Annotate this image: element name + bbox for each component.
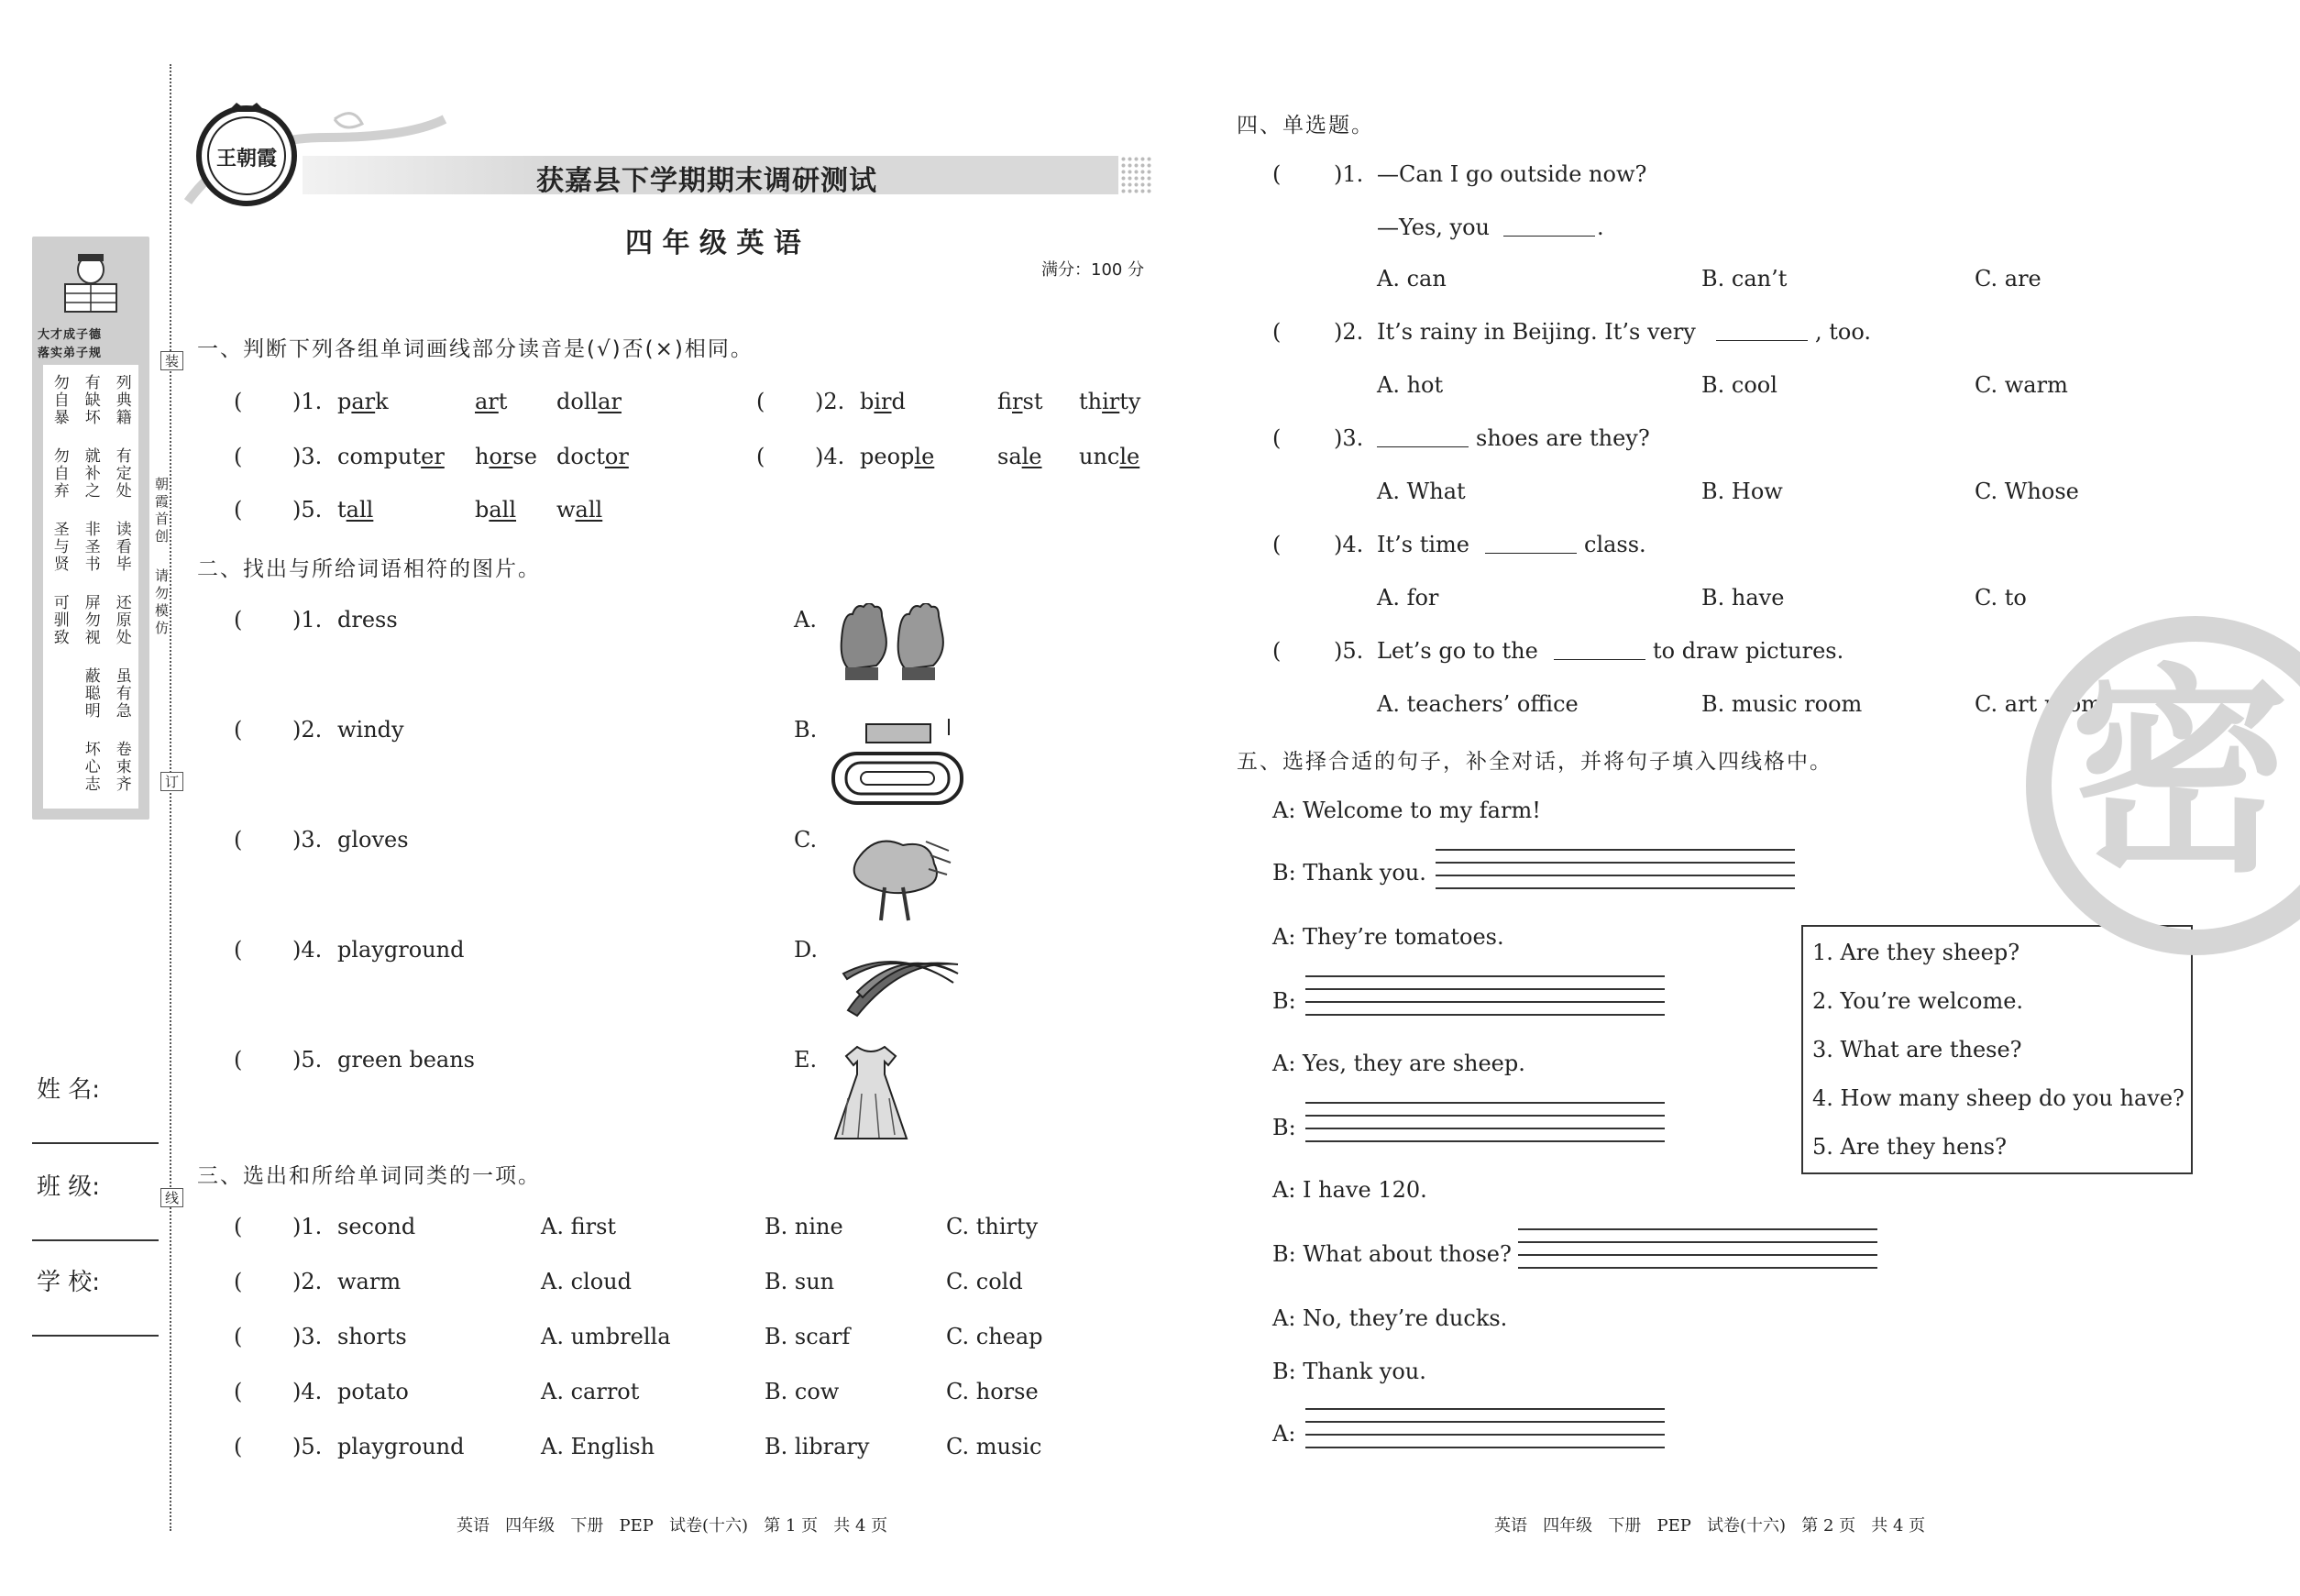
grid-line: [1305, 1421, 1665, 1423]
s1-word: ball: [475, 497, 517, 523]
s3-answer-paren[interactable]: (: [234, 1269, 243, 1294]
school-label: 学 校:: [37, 1269, 101, 1296]
class-field[interactable]: [32, 1239, 159, 1241]
copyright-2: 请勿模仿: [153, 568, 170, 638]
s4-question: It’s rainy in Beijing. It’s very: [1377, 319, 1696, 345]
s2-item-number: )3.: [292, 827, 323, 853]
s3-item-number: )3.: [292, 1324, 323, 1349]
gloves-picture-icon: [834, 603, 953, 691]
s4-option-a: A. can: [1377, 266, 1447, 292]
s2-item-text: windy: [337, 717, 404, 743]
s5-dialogue-line: B: What about those?: [1272, 1241, 1512, 1267]
s4-item-number: )3.: [1334, 425, 1364, 451]
motto-phrase: 还原处: [112, 594, 131, 646]
s4-question-end: , too.: [1815, 319, 1872, 345]
playground-picture-icon: [830, 717, 967, 814]
s4-option-a: A. hot: [1377, 372, 1444, 398]
grid-line: [1436, 875, 1795, 876]
grid-line: [1305, 975, 1665, 977]
motto-phrase: 就补之: [81, 447, 100, 500]
motto-phrase: 蔽聪明: [81, 667, 100, 720]
s3-option-c: C. music: [946, 1434, 1042, 1459]
underlined-letters: ar: [475, 389, 499, 414]
full-score: 满分：100 分: [1041, 260, 1145, 280]
grid-line: [1305, 1102, 1665, 1104]
underlined-letters: ar: [351, 389, 376, 414]
s2-item-number: )2.: [292, 717, 323, 743]
four-line-writing-grid[interactable]: [1436, 849, 1795, 900]
s2-answer-paren[interactable]: (: [234, 937, 243, 963]
s4-option-c: C. are: [1975, 266, 2041, 292]
s1-word: bird: [860, 389, 906, 414]
s4-question-line2-end: .: [1597, 215, 1604, 240]
s4-answer-paren[interactable]: (: [1272, 319, 1282, 345]
section4-heading: 四、单选题。: [1237, 114, 1374, 138]
underlined-letters: all: [489, 497, 517, 523]
motto-top-1: 大才成子德: [38, 328, 103, 342]
s4-answer-paren[interactable]: (: [1272, 161, 1282, 187]
s3-item-number: )5.: [292, 1434, 323, 1459]
s2-option-letter: E.: [794, 1047, 818, 1073]
s4-item-number: )5.: [1334, 638, 1364, 664]
motto-phrase: 读看毕: [112, 521, 131, 573]
page-subtitle: 四 年 级 英 语: [625, 227, 801, 259]
dress-picture-icon: [830, 1043, 912, 1150]
s1-answer-paren[interactable]: (: [234, 444, 243, 469]
footer-right: 英语 四年级 下册 PEP 试卷(十六) 第 2 页 共 4 页: [1494, 1516, 1926, 1535]
grid-line: [1305, 1128, 1665, 1129]
s1-item-number: )4.: [815, 444, 845, 469]
binding-mark-top: 装: [160, 351, 183, 370]
four-line-writing-grid[interactable]: [1305, 1408, 1665, 1459]
s4-answer-blank[interactable]: [1485, 532, 1577, 554]
s3-option-a: A. first: [541, 1214, 617, 1239]
s3-item-word: playground: [337, 1434, 465, 1459]
s5-option: 3. What are these?: [1812, 1037, 2022, 1062]
s1-item-number: )5.: [292, 497, 323, 523]
underlined-letters: ir: [1102, 389, 1120, 414]
s3-item-word: second: [337, 1214, 416, 1239]
s1-word: thirty: [1079, 389, 1141, 414]
s1-item-number: )3.: [292, 444, 323, 469]
s4-question-end: class.: [1584, 532, 1646, 557]
s4-answer-blank[interactable]: [1503, 215, 1595, 237]
s1-word: wall: [556, 497, 603, 523]
s4-question-end: to draw pictures.: [1653, 638, 1844, 664]
windy-tree-picture-icon: [839, 832, 958, 930]
s1-word: sale: [997, 444, 1042, 469]
motto-phrase: 勿自暴: [50, 374, 69, 426]
grid-line: [1436, 887, 1795, 889]
s3-option-c: C. cold: [946, 1269, 1023, 1294]
motto-phrase: 圣与贤: [50, 521, 69, 573]
s5-dialogue-line: A: I have 120.: [1272, 1177, 1427, 1203]
s4-option-c: C. to: [1975, 585, 2027, 611]
motto-box: [43, 365, 138, 809]
s3-option-a: A. cloud: [541, 1269, 632, 1294]
s3-option-a: A. English: [541, 1434, 655, 1459]
motto-phrase: 虽有急: [112, 667, 131, 720]
section1-heading: 一、判断下列各组单词画线部分读音是(√)否(×)相同。: [197, 337, 754, 361]
s3-answer-paren[interactable]: (: [234, 1379, 243, 1404]
motto-panel: [32, 237, 149, 820]
s1-answer-paren[interactable]: (: [756, 444, 765, 469]
underlined-letters: le: [1021, 444, 1042, 469]
s2-item-text: playground: [337, 937, 465, 963]
s2-answer-paren[interactable]: (: [234, 607, 243, 633]
s4-question: —Can I go outside now?: [1377, 161, 1647, 187]
four-line-writing-grid[interactable]: [1305, 1102, 1665, 1153]
s3-answer-paren[interactable]: (: [234, 1214, 243, 1239]
s3-option-b: B. scarf: [765, 1324, 851, 1349]
s4-option-b: B. music room: [1701, 691, 1863, 717]
s5-dialogue-line: B: Thank you.: [1272, 860, 1426, 886]
s4-option-a: A. for: [1377, 585, 1439, 611]
s2-option-letter: D.: [794, 937, 819, 963]
green-beans-picture-icon: [839, 937, 967, 1025]
s1-word: people: [860, 444, 935, 469]
motto-phrase: 列典籍: [112, 374, 131, 426]
s4-option-b: B. cool: [1701, 372, 1777, 398]
s5-dialogue-line: A: Yes, they are sheep.: [1272, 1051, 1525, 1076]
grid-line: [1305, 1115, 1665, 1117]
s2-item-text: dress: [337, 607, 398, 633]
grid-line: [1518, 1241, 1877, 1243]
underlined-letters: or: [489, 444, 513, 469]
s3-option-c: C. cheap: [946, 1324, 1043, 1349]
s2-item-number: )5.: [292, 1047, 323, 1073]
section3-heading: 三、选出和所给单词同类的一项。: [197, 1164, 541, 1188]
s1-word: uncle: [1079, 444, 1140, 469]
s4-option-c: C. art room: [1975, 691, 2102, 717]
four-line-writing-grid[interactable]: [1305, 975, 1665, 1027]
underlined-letters: le: [1119, 444, 1140, 469]
section5-heading: 五、选择合适的句子，补全对话，并将句子填入四线格中。: [1237, 750, 1832, 774]
s3-option-b: B. cow: [765, 1379, 840, 1404]
s2-option-letter: B.: [794, 717, 818, 743]
s3-option-a: A. carrot: [541, 1379, 640, 1404]
grid-line: [1305, 1140, 1665, 1142]
motto-phrase: 有定处: [112, 447, 131, 500]
section2-heading: 二、找出与所给词语相符的图片。: [197, 557, 541, 581]
underlined-letters: er: [421, 444, 445, 469]
s4-question-line2: —Yes, you: [1377, 215, 1490, 240]
s4-option-c: C. Whose: [1975, 479, 2079, 504]
underlined-letters: le: [914, 444, 935, 469]
s4-question: It’s time: [1377, 532, 1469, 557]
s4-question: Let’s go to the: [1377, 638, 1538, 664]
s4-answer-paren[interactable]: (: [1272, 425, 1282, 451]
s5-option: 1. Are they sheep?: [1812, 940, 2020, 965]
motto-phrase: 非圣书: [81, 521, 100, 573]
s4-item-number: )2.: [1334, 319, 1364, 345]
motto-phrase: 勿自弃: [50, 447, 69, 500]
s1-item-number: )2.: [815, 389, 845, 414]
motto-phrase: 屏勿视: [81, 594, 100, 646]
s4-answer-paren[interactable]: (: [1272, 638, 1282, 664]
s3-option-b: B. library: [765, 1434, 870, 1459]
s2-item-number: )4.: [292, 937, 323, 963]
s3-option-a: A. umbrella: [541, 1324, 671, 1349]
underlined-letters: ir: [874, 389, 892, 414]
s5-option: 4. How many sheep do you have?: [1812, 1085, 2184, 1111]
grid-line: [1305, 988, 1665, 990]
footer-left: 英语 四年级 下册 PEP 试卷(十六) 第 1 页 共 4 页: [457, 1516, 888, 1535]
s1-answer-paren[interactable]: (: [234, 497, 243, 523]
s1-word: horse: [475, 444, 537, 469]
class-label: 班 级:: [37, 1173, 101, 1201]
grid-line: [1518, 1254, 1877, 1256]
s3-item-word: potato: [337, 1379, 409, 1404]
confidential-stamp: [2026, 616, 2300, 955]
grid-line: [1436, 862, 1795, 864]
s4-answer-blank[interactable]: [1554, 638, 1645, 660]
grid-line: [1305, 1447, 1665, 1448]
underlined-letters: ir: [1012, 389, 1023, 414]
s3-option-c: C. thirty: [946, 1214, 1039, 1239]
s1-word: park: [337, 389, 389, 414]
banner-dots: [1120, 156, 1153, 194]
name-label: 姓 名:: [37, 1076, 101, 1104]
s4-item-number: )4.: [1334, 532, 1364, 557]
motto-top-2: 落实弟子规: [38, 347, 103, 360]
s3-item-number: )2.: [292, 1269, 323, 1294]
s5-dialogue-line: A: No, they’re ducks.: [1272, 1305, 1508, 1331]
s2-item-text: gloves: [337, 827, 409, 853]
grid-line: [1305, 1014, 1665, 1016]
s3-option-b: B. sun: [765, 1269, 835, 1294]
s3-option-c: C. horse: [946, 1379, 1039, 1404]
underlined-letters: ar: [598, 389, 622, 414]
s5-option: 2. You’re welcome.: [1812, 988, 2024, 1014]
s4-option-a: A. teachers’ office: [1377, 691, 1579, 717]
motto-phrase: 卷束齐: [112, 741, 131, 793]
s3-answer-paren[interactable]: (: [234, 1434, 243, 1459]
s1-word: tall: [337, 497, 374, 523]
s2-item-number: )1.: [292, 607, 323, 633]
s2-answer-paren[interactable]: (: [234, 717, 243, 743]
stamp-character: 密: [2070, 645, 2291, 902]
motto-phrase: 可驯致: [50, 594, 69, 646]
s4-option-c: C. warm: [1975, 372, 2068, 398]
s1-word: dollar: [556, 389, 622, 414]
s5-dialogue-line: B: Thank you.: [1272, 1359, 1426, 1384]
s4-answer-blank[interactable]: [1716, 319, 1808, 341]
s2-answer-paren[interactable]: (: [234, 827, 243, 853]
s3-item-number: )4.: [292, 1379, 323, 1404]
s1-answer-paren[interactable]: (: [234, 389, 243, 414]
underlined-letters: all: [346, 497, 374, 523]
s5-option: 5. Are they hens?: [1812, 1134, 2007, 1160]
four-line-writing-grid[interactable]: [1518, 1228, 1877, 1280]
s5-dialogue-line: B:: [1272, 1115, 1296, 1140]
dotted-fold-line: [170, 64, 171, 1531]
s3-item-number: )1.: [292, 1214, 323, 1239]
s1-answer-paren[interactable]: (: [756, 389, 765, 414]
motto-phrase: 有缺坏: [81, 374, 100, 426]
s2-option-letter: C.: [794, 827, 818, 853]
s5-dialogue-line: A: They’re tomatoes.: [1272, 924, 1504, 950]
grid-line: [1518, 1267, 1877, 1269]
s2-answer-paren[interactable]: (: [234, 1047, 243, 1073]
s2-item-text: green beans: [337, 1047, 475, 1073]
binding-mark-mid: 订: [160, 772, 183, 791]
underlined-letters: all: [575, 497, 603, 523]
school-field[interactable]: [32, 1335, 159, 1337]
s5-dialogue-line: A:: [1272, 1421, 1296, 1447]
name-field[interactable]: [32, 1142, 159, 1144]
s4-option-b: B. have: [1701, 585, 1785, 611]
s3-answer-paren[interactable]: (: [234, 1324, 243, 1349]
s1-word: art: [475, 389, 508, 414]
s5-dialogue-line: A: Welcome to my farm!: [1272, 798, 1541, 823]
logo-text: 王朝霞: [215, 147, 277, 171]
s3-item-word: warm: [337, 1269, 402, 1294]
motto-phrase: 坏心志: [81, 741, 100, 793]
grid-line: [1305, 1001, 1665, 1003]
s1-word: doctor: [556, 444, 629, 469]
s4-option-b: B. How: [1701, 479, 1783, 504]
s3-option-b: B. nine: [765, 1214, 843, 1239]
logo-emblem-icon: [193, 99, 301, 207]
grid-line: [1518, 1228, 1877, 1230]
s4-question-end: shoes are they?: [1476, 425, 1650, 451]
grid-line: [1305, 1408, 1665, 1410]
s1-word: computer: [337, 444, 445, 469]
s1-item-number: )1.: [292, 389, 323, 414]
scholar-icon: [60, 249, 122, 321]
s3-item-word: shorts: [337, 1324, 407, 1349]
page-title: 获嘉县下学期期末调研测试: [536, 165, 877, 197]
underlined-letters: or: [604, 444, 629, 469]
s1-word: first: [997, 389, 1043, 414]
grid-line: [1436, 849, 1795, 851]
options-box: [1801, 925, 2193, 1174]
s4-option-b: B. can’t: [1701, 266, 1788, 292]
grid-line: [1305, 1434, 1665, 1436]
binding-mark-bottom: 线: [160, 1188, 183, 1207]
s4-answer-paren[interactable]: (: [1272, 532, 1282, 557]
s5-dialogue-line: B:: [1272, 988, 1296, 1014]
s4-option-a: A. What: [1377, 479, 1466, 504]
s4-answer-blank[interactable]: [1377, 425, 1469, 447]
copyright-1: 朝霞首创: [153, 477, 170, 546]
s4-item-number: )1.: [1334, 161, 1364, 187]
s2-option-letter: A.: [794, 607, 817, 633]
